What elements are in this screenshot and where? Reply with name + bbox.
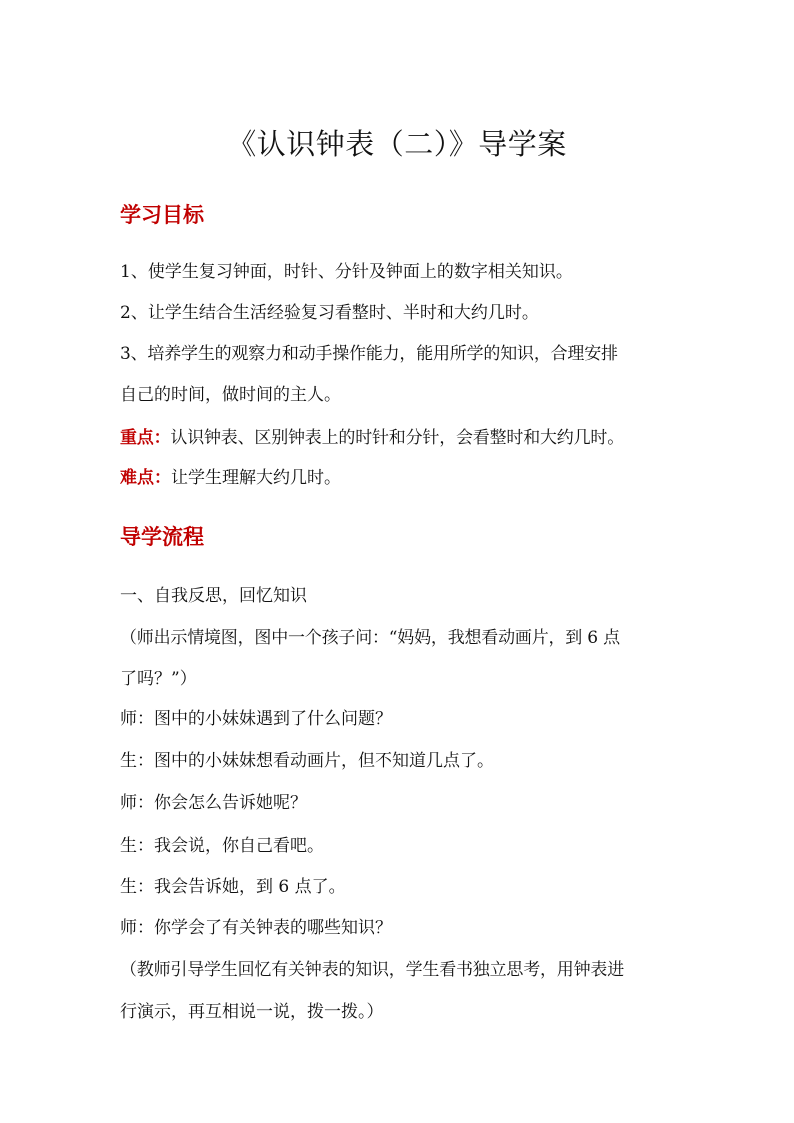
key-point-text: 认识钟表、区别钟表上的时针和分针，会看整时和大约几时。 bbox=[170, 428, 625, 448]
goal-item-3: 3、培养学生的观察力和动手操作能力，能用所学的知识，合理安排 bbox=[120, 344, 618, 364]
key-point-label: 重点： bbox=[120, 428, 171, 448]
process-line-7: 生：我会说，你自己看吧。 bbox=[120, 836, 324, 856]
difficult-point-label: 难点： bbox=[120, 468, 171, 488]
goal-item-2: 2、让学生结合生活经验复习看整时、半时和大约几时。 bbox=[120, 303, 539, 323]
key-point bbox=[120, 426, 680, 450]
process-line-3: 了吗？”） bbox=[120, 669, 197, 689]
section-heading-goals: 学习目标 bbox=[120, 203, 204, 227]
process-line-1: 一、自我反思，回忆知识 bbox=[120, 586, 307, 606]
process-line-5: 生：图中的小妹妹想看动画片，但不知道几点了。 bbox=[120, 751, 494, 771]
section-heading-process: 导学流程 bbox=[120, 525, 204, 549]
process-line-8: 生：我会告诉她，到 6 点了。 bbox=[120, 877, 346, 897]
process-line-11: 行演示，再互相说一说，拨一拨。） bbox=[120, 1002, 384, 1022]
difficult-point bbox=[120, 466, 680, 490]
document-title: 《认识钟表（二）》导学案 bbox=[227, 127, 567, 161]
goal-item-1: 1、使学生复习钟面，时针、分针及钟面上的数字相关知识。 bbox=[120, 262, 573, 282]
goal-item-3-continued: 自己的时间，做时间的主人。 bbox=[120, 385, 341, 405]
process-line-4: 师：图中的小妹妹遇到了什么问题？ bbox=[120, 709, 392, 729]
process-line-9: 师：你学会了有关钟表的哪些知识？ bbox=[120, 918, 392, 938]
process-line-6: 师：你会怎么告诉她呢？ bbox=[120, 793, 307, 813]
difficult-point-text: 让学生理解大约几时。 bbox=[171, 468, 341, 488]
process-line-2: （师出示情境图，图中一个孩子问：“妈妈，我想看动画片，到 6 点 bbox=[120, 628, 620, 648]
process-line-10: （教师引导学生回忆有关钟表的知识，学生看书独立思考，用钟表进 bbox=[120, 960, 624, 980]
